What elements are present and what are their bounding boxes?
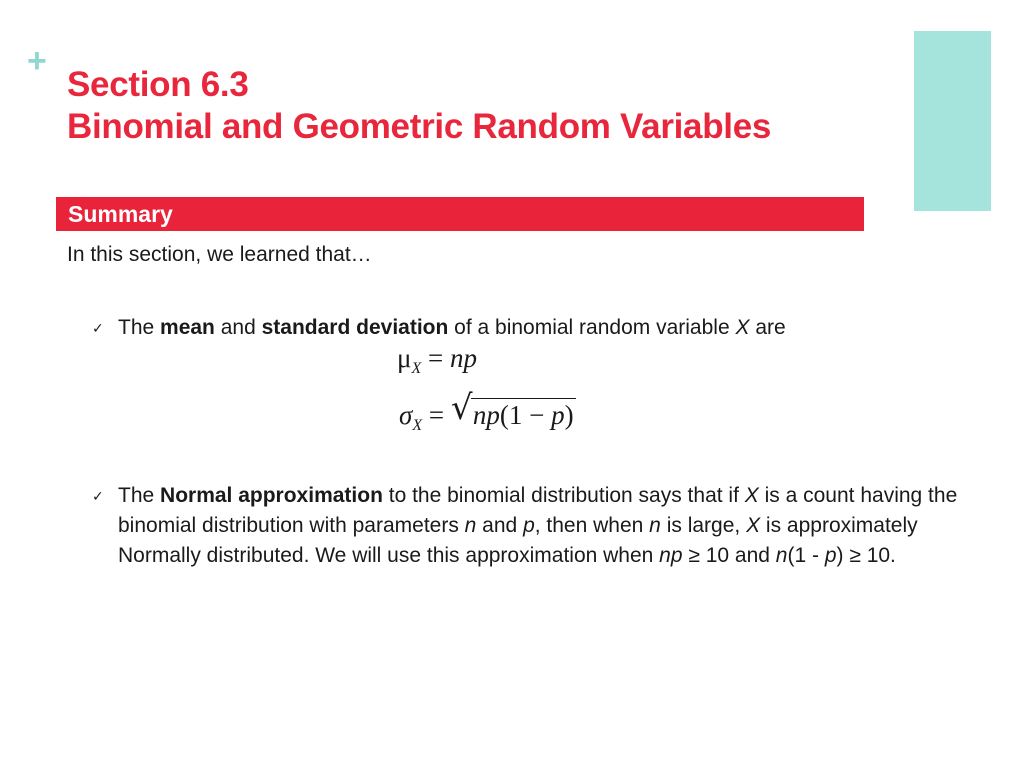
equals-sign: = (421, 343, 450, 373)
bullet-text: The (118, 484, 161, 507)
sd-formula (399, 388, 576, 434)
bullet-text: are (749, 316, 786, 339)
bullet-normal-approximation (92, 481, 988, 571)
summary-label: Summary (68, 201, 173, 227)
square-root (450, 388, 576, 430)
var-n: n (775, 544, 788, 567)
formula-subscript: X (411, 360, 422, 377)
term-normal-approximation: Normal approximation (160, 484, 383, 507)
accent-block (914, 31, 991, 211)
var-x: X (746, 514, 761, 537)
bullet-text: and (476, 514, 524, 537)
radicand-close: ) (564, 400, 574, 430)
bullet-text: is large, (660, 514, 747, 537)
var-n: n (649, 514, 661, 537)
bullet-text: The (118, 316, 161, 339)
radicand-p: p (551, 400, 565, 430)
term-mean: mean (160, 316, 215, 339)
var-np: np (659, 544, 683, 567)
bullet-text: to the binomial distribution says that if (382, 484, 745, 507)
bullet-text: (1 - (787, 544, 825, 567)
term-standard-deviation: standard deviation (261, 316, 449, 339)
var-p: p (523, 514, 535, 537)
slide-title (67, 64, 771, 148)
checkmark-icon: ✓ (92, 321, 104, 337)
bullet-text: ) ≥ 10. (836, 544, 896, 567)
bullet-text: and (214, 316, 262, 339)
bullet-mean-sd (92, 313, 988, 343)
summary-banner (56, 197, 864, 231)
bullet-text: is a count having the binomial distribution with parameters (118, 484, 958, 537)
formula-subscript: X (412, 417, 423, 434)
var-p: p (824, 544, 837, 567)
title-topic: Binomial and Geometric Random Variables (67, 107, 772, 146)
checkmark-icon: ✓ (92, 489, 104, 505)
formula-rhs: np (450, 343, 477, 373)
radicand-paren: (1 − (499, 400, 552, 430)
plus-icon: + (27, 42, 47, 80)
var-x: X (744, 484, 759, 507)
bullet-text: of a binomial random variable (448, 316, 736, 339)
sigma-symbol: σ (399, 400, 413, 430)
radical-icon: √ (450, 388, 473, 428)
bullet-text: ≥ 10 and (682, 544, 776, 567)
bullet-text: is approximately Normally distributed. We will use this approximation when (118, 514, 918, 567)
intro-text: In this section, we learned that… (67, 243, 372, 266)
radicand (471, 398, 576, 429)
equals-sign: = (422, 400, 451, 430)
title-section: Section 6.3 (67, 65, 249, 104)
var-n: n (464, 514, 477, 537)
mu-symbol: μ (397, 343, 412, 373)
radicand-np: np (472, 400, 500, 430)
mean-formula (397, 345, 477, 377)
bullet-text: , then when (534, 514, 650, 537)
var-x: X (735, 316, 750, 339)
